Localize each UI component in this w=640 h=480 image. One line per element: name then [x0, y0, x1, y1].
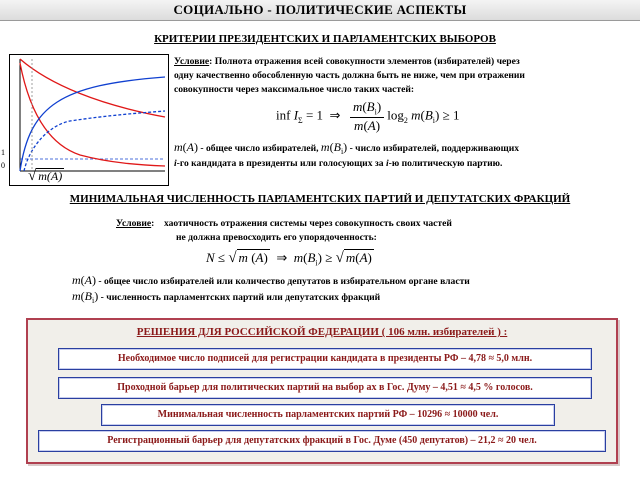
curves-chart — [9, 54, 169, 186]
section2-heading: МИНИМАЛЬНАЯ ЧИСЛЕННОСТЬ ПАРЛАМЕНТСКИХ ПАРТИЙ И ДЕПУТАТСКИХ ФРАКЦИЙ — [69, 193, 571, 205]
section2-condition: Условие: хаотичность отражения системы через совокупность своих частей — [116, 218, 452, 229]
y-tick-one: 1 — [1, 148, 5, 157]
section1-condition-line2: одну качественно обособленную часть должна быть не ниже, чем при отражении — [174, 70, 525, 81]
section1-definition-1: m(A) - общее число избирателей, $m(B_i)$ - число избирателей, поддерживающих — [174, 140, 520, 156]
section1-definition-2: i-го кандидата в президенты или голосующих за i-ю политическую партию. — [174, 158, 503, 169]
section2-condition-line2: не должна превосходить его упорядоченность: — [176, 232, 377, 243]
curve-blue-dashed — [24, 111, 165, 171]
solution-item-signatures: Необходимое число подписей для регистрации кандидата в президенты РФ – 4,78 ≈ 5,0 млн. — [58, 348, 592, 370]
x-axis-label: √ m(A) — [28, 168, 63, 184]
section2-definition-1: m(A) - общее число избирателей или количество депутатов в избирательном органе власти — [72, 273, 470, 287]
solutions-title: РЕШЕНИЯ ДЛЯ РОССИЙСКОЙ ФЕДЕРАЦИИ ( 106 млн. избирателей ) : — [136, 326, 508, 338]
solution-item-min-parties: Минимальная численность парламентских партий РФ – 10296 ≈ 10000 чел. — [101, 404, 555, 426]
y-tick-zero: 0 — [1, 161, 5, 170]
solution-item-party-barrier: Проходной барьер для политических партий на выбор ах в Гос. Думу – 4,51 ≈ 4,5 % голосов. — [58, 377, 592, 399]
section1-heading: КРИТЕРИИ ПРЕЗИДЕНТСКИХ И ПАРЛАМЕНТСКИХ ВЫБОРОВ — [154, 33, 496, 45]
solution-item-faction-barrier: Регистрационный барьер для депутатских фракций в Гос. Думе (450 депутатов) – 21,2 ≈ 20 чел. — [38, 430, 606, 452]
section2-definition-2: $m(B_i)$ - численность парламентских партий или депутатских фракций — [72, 289, 381, 305]
curves-svg — [10, 55, 168, 185]
page-title: СОЦИАЛЬНО - ПОЛИТИЧЕСКИЕ АСПЕКТЫ — [0, 0, 640, 21]
formula-min-parties: N ≤ √ m (A) ⇒ $m(B_i)$ ≥ √ m(A) — [206, 250, 372, 268]
formula-inf: inf $I_\Sigma = 1$ ⇒ $\frac{m(B_i)}{m(A)}$ $\log_2 m(B_i) \ge 1$ — [276, 99, 460, 133]
section1-condition: Условие: Полнота отражения всей совокупности элементов (избирателей) через — [174, 56, 520, 67]
section1-condition-line3: совокупности через максимальное число таких частей: — [174, 84, 415, 95]
